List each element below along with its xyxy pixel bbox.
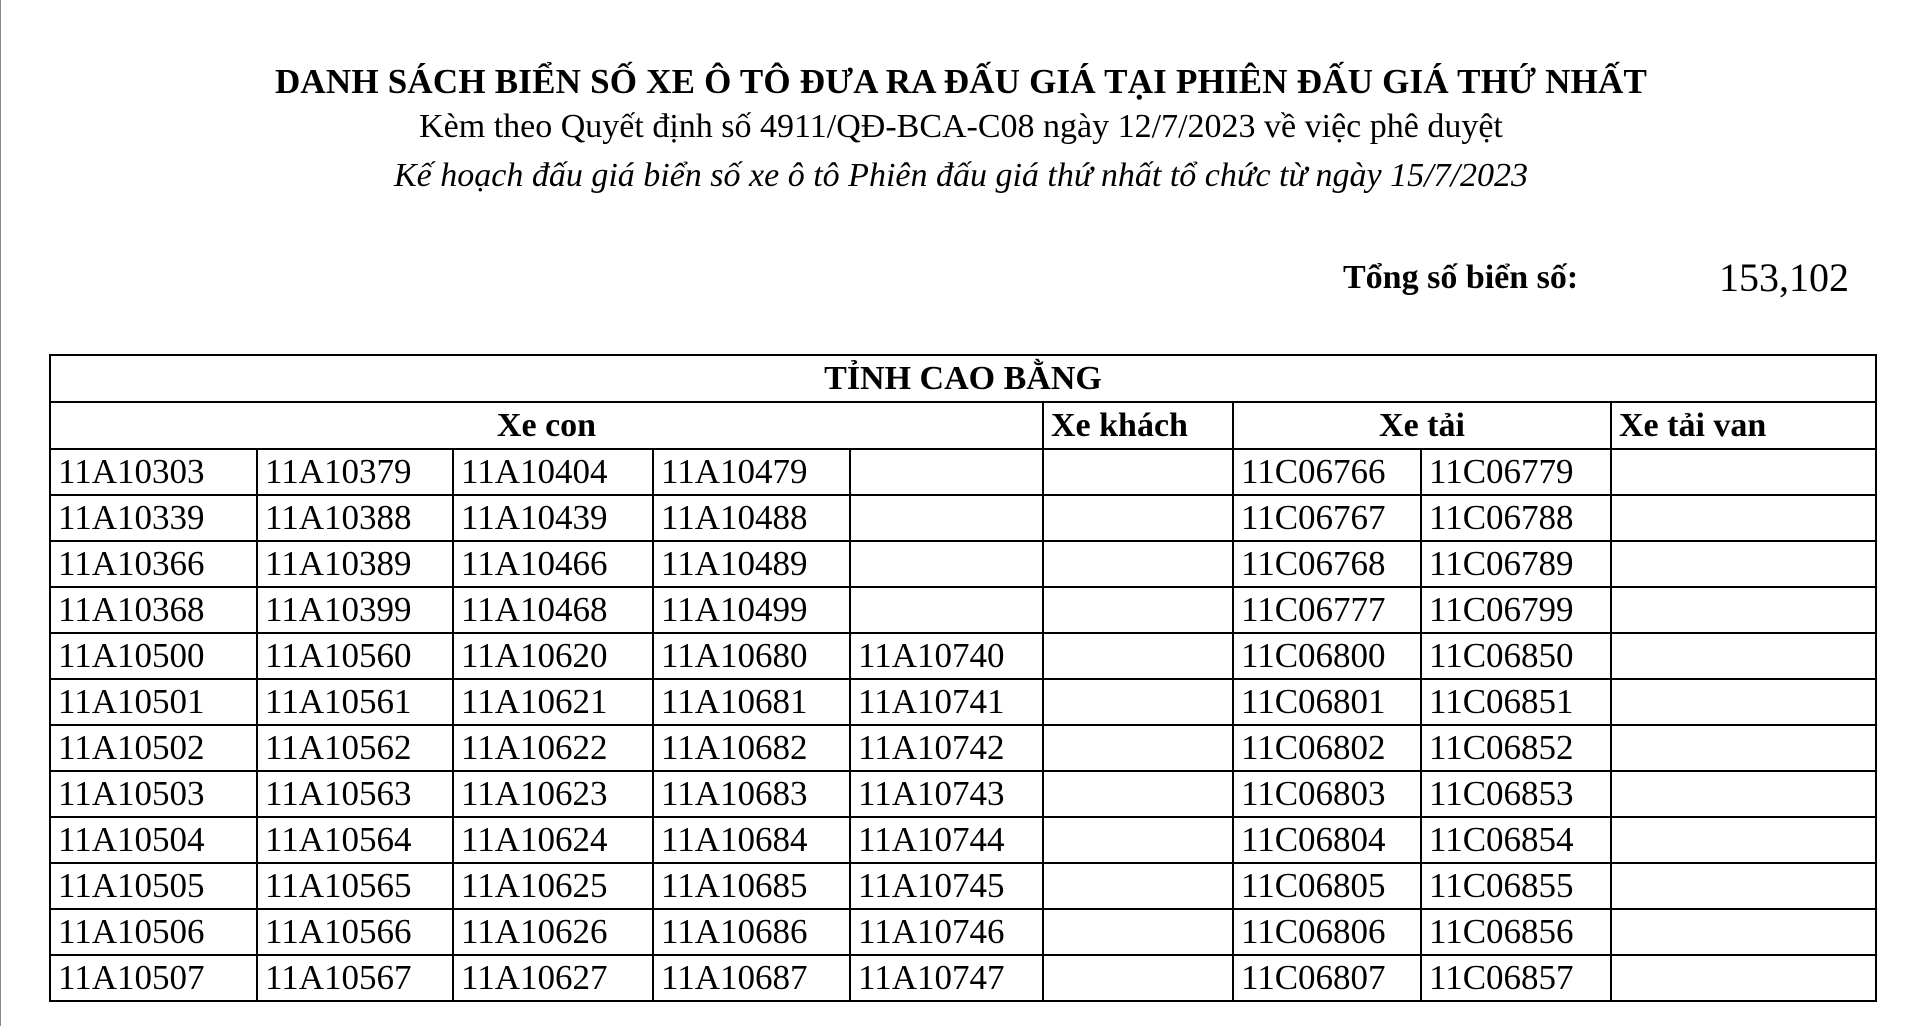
plate-cell: 11A10560 [257, 633, 453, 679]
total-plates-label: Tổng số biển số: [1343, 259, 1579, 296]
plate-cell: 11A10745 [850, 863, 1043, 909]
plate-cell [1611, 587, 1876, 633]
plate-cell: 11A10504 [50, 817, 257, 863]
plate-cell [850, 449, 1043, 495]
plate-cell: 11A10561 [257, 679, 453, 725]
document-subtitle-italic: Kế hoạch đấu giá biển số xe ô tô Phiên đấu giá thứ nhất tổ chức từ ngày 15/7/2023 [393, 157, 1529, 194]
plate-cell: 11A10621 [453, 679, 653, 725]
plate-cell: 11A10744 [850, 817, 1043, 863]
plate-cell: 11C06766 [1233, 449, 1421, 495]
plate-cell: 11A10488 [653, 495, 850, 541]
table-row [50, 955, 1876, 1001]
plate-cell: 11A10505 [50, 863, 257, 909]
table-row [50, 633, 1876, 679]
plates-table [49, 354, 1877, 1002]
province-header-row [50, 355, 1876, 402]
plate-cell [1611, 495, 1876, 541]
plate-cell: 11A10741 [850, 679, 1043, 725]
table-row [50, 909, 1876, 955]
plate-cell: 11C06806 [1233, 909, 1421, 955]
plate-cell: 11A10563 [257, 771, 453, 817]
watermark [1710, 946, 1890, 1016]
plate-cell: 11A10562 [257, 725, 453, 771]
table-row [50, 587, 1876, 633]
plate-cell: 11A10746 [850, 909, 1043, 955]
plate-cell: 11A10566 [257, 909, 453, 955]
plate-cell: 11A10389 [257, 541, 453, 587]
plate-cell: 11A10687 [653, 955, 850, 1001]
plate-cell: 11C06857 [1421, 955, 1611, 1001]
plate-cell: 11A10507 [50, 955, 257, 1001]
table-row [50, 771, 1876, 817]
plate-cell: 11A10506 [50, 909, 257, 955]
plate-cell: 11C06807 [1233, 955, 1421, 1001]
plate-cell: 11C06804 [1233, 817, 1421, 863]
plate-cell: 11A10682 [653, 725, 850, 771]
plate-cell: 11A10439 [453, 495, 653, 541]
plate-cell: 11C06854 [1421, 817, 1611, 863]
plate-cell: 11C06768 [1233, 541, 1421, 587]
group-header-xe-con: Xe con [50, 402, 1043, 449]
plate-cell: 11C06777 [1233, 587, 1421, 633]
plate-cell: 11A10404 [453, 449, 653, 495]
plate-cell: 11A10622 [453, 725, 653, 771]
group-header-xe-khach: Xe khách [1043, 402, 1233, 449]
plate-cell [1043, 633, 1233, 679]
plate-cell [1043, 817, 1233, 863]
plate-cell: 11C06801 [1233, 679, 1421, 725]
province-name: TỈNH CAO BẰNG [50, 355, 1876, 402]
plate-cell: 11A10684 [653, 817, 850, 863]
table-row [50, 449, 1876, 495]
plate-cell: 11A10567 [257, 955, 453, 1001]
table-row [50, 679, 1876, 725]
plate-cell: 11C06856 [1421, 909, 1611, 955]
plate-cell [1611, 725, 1876, 771]
plate-cell: 11A10683 [653, 771, 850, 817]
plate-cell: 11A10680 [653, 633, 850, 679]
plate-cell: 11C06855 [1421, 863, 1611, 909]
plate-cell: 11A10625 [453, 863, 653, 909]
plate-cell: 11C06799 [1421, 587, 1611, 633]
plate-cell: 11A10388 [257, 495, 453, 541]
plate-cell [1611, 771, 1876, 817]
document-subtitle: Kèm theo Quyết định số 4911/QĐ-BCA-C08 ngày 12/7/2023 về việc phê duyệt [419, 108, 1503, 145]
plate-cell [1043, 771, 1233, 817]
plate-cell: 11A10500 [50, 633, 257, 679]
plate-cell [1611, 449, 1876, 495]
table-row [50, 863, 1876, 909]
plate-cell: 11A10501 [50, 679, 257, 725]
plate-cell: 11A10466 [453, 541, 653, 587]
plate-cell: 11A10626 [453, 909, 653, 955]
group-header-xe-tai-van: Xe tải van [1611, 402, 1876, 449]
plate-cell: 11A10303 [50, 449, 257, 495]
plate-cell [1611, 633, 1876, 679]
plate-cell [1043, 541, 1233, 587]
plate-cell: 11A10565 [257, 863, 453, 909]
plate-cell: 11C06779 [1421, 449, 1611, 495]
table-row [50, 495, 1876, 541]
plate-cell: 11A10620 [453, 633, 653, 679]
total-plates-value: 153,102 [1719, 255, 1849, 300]
plate-cell [850, 495, 1043, 541]
table-row [50, 817, 1876, 863]
plate-cell [1611, 541, 1876, 587]
table-row [50, 541, 1876, 587]
plate-cell: 11C06800 [1233, 633, 1421, 679]
plate-cell: 11A10747 [850, 955, 1043, 1001]
plate-cell [850, 587, 1043, 633]
plate-cell [850, 541, 1043, 587]
plate-cell [1043, 955, 1233, 1001]
plate-cell: 11C06789 [1421, 541, 1611, 587]
plate-cell [1043, 679, 1233, 725]
plate-cell: 11A10740 [850, 633, 1043, 679]
plate-cell: 11C06802 [1233, 725, 1421, 771]
plate-cell: 11A10742 [850, 725, 1043, 771]
group-header-row [50, 402, 1876, 449]
plate-cell: 11A10743 [850, 771, 1043, 817]
plate-cell [1043, 863, 1233, 909]
plate-cell: 11A10479 [653, 449, 850, 495]
plate-cell [1043, 725, 1233, 771]
plate-cell: 11A10339 [50, 495, 257, 541]
plate-cell: 11C06803 [1233, 771, 1421, 817]
plate-cell: 11A10366 [50, 541, 257, 587]
plate-cell: 11A10685 [653, 863, 850, 909]
plate-cell [1043, 909, 1233, 955]
plate-cell: 11C06805 [1233, 863, 1421, 909]
plate-cell [1043, 495, 1233, 541]
plate-cell: 11C06767 [1233, 495, 1421, 541]
plate-cell: 11A10623 [453, 771, 653, 817]
table-row [50, 725, 1876, 771]
plate-cell: 11A10468 [453, 587, 653, 633]
plate-cell [1611, 679, 1876, 725]
plate-cell: 11C06851 [1421, 679, 1611, 725]
plate-cell: 11A10624 [453, 817, 653, 863]
plate-cell: 11A10368 [50, 587, 257, 633]
document-title: DANH SÁCH BIỂN SỐ XE Ô TÔ ĐƯA RA ĐẤU GIÁ TẠI PHIÊN ĐẤU GIÁ THỨ NHẤT [274, 62, 1648, 101]
plate-cell: 11A10499 [653, 587, 850, 633]
plate-cell [1043, 449, 1233, 495]
group-header-xe-tai: Xe tải [1233, 402, 1611, 449]
plate-cell: 11A10627 [453, 955, 653, 1001]
plate-cell: 11A10502 [50, 725, 257, 771]
plate-cell: 11C06852 [1421, 725, 1611, 771]
plate-cell: 11A10503 [50, 771, 257, 817]
plate-cell: 11C06850 [1421, 633, 1611, 679]
plate-cell: 11C06853 [1421, 771, 1611, 817]
plate-cell [1611, 817, 1876, 863]
plate-cell [1611, 863, 1876, 909]
plate-cell: 11A10379 [257, 449, 453, 495]
plate-cell: 11A10681 [653, 679, 850, 725]
plate-cell: 11A10489 [653, 541, 850, 587]
plate-cell: 11A10686 [653, 909, 850, 955]
plate-cell: 11C06788 [1421, 495, 1611, 541]
plate-cell: 11A10564 [257, 817, 453, 863]
plate-cell [1043, 587, 1233, 633]
plate-rows [50, 449, 1876, 1001]
plate-cell: 11A10399 [257, 587, 453, 633]
